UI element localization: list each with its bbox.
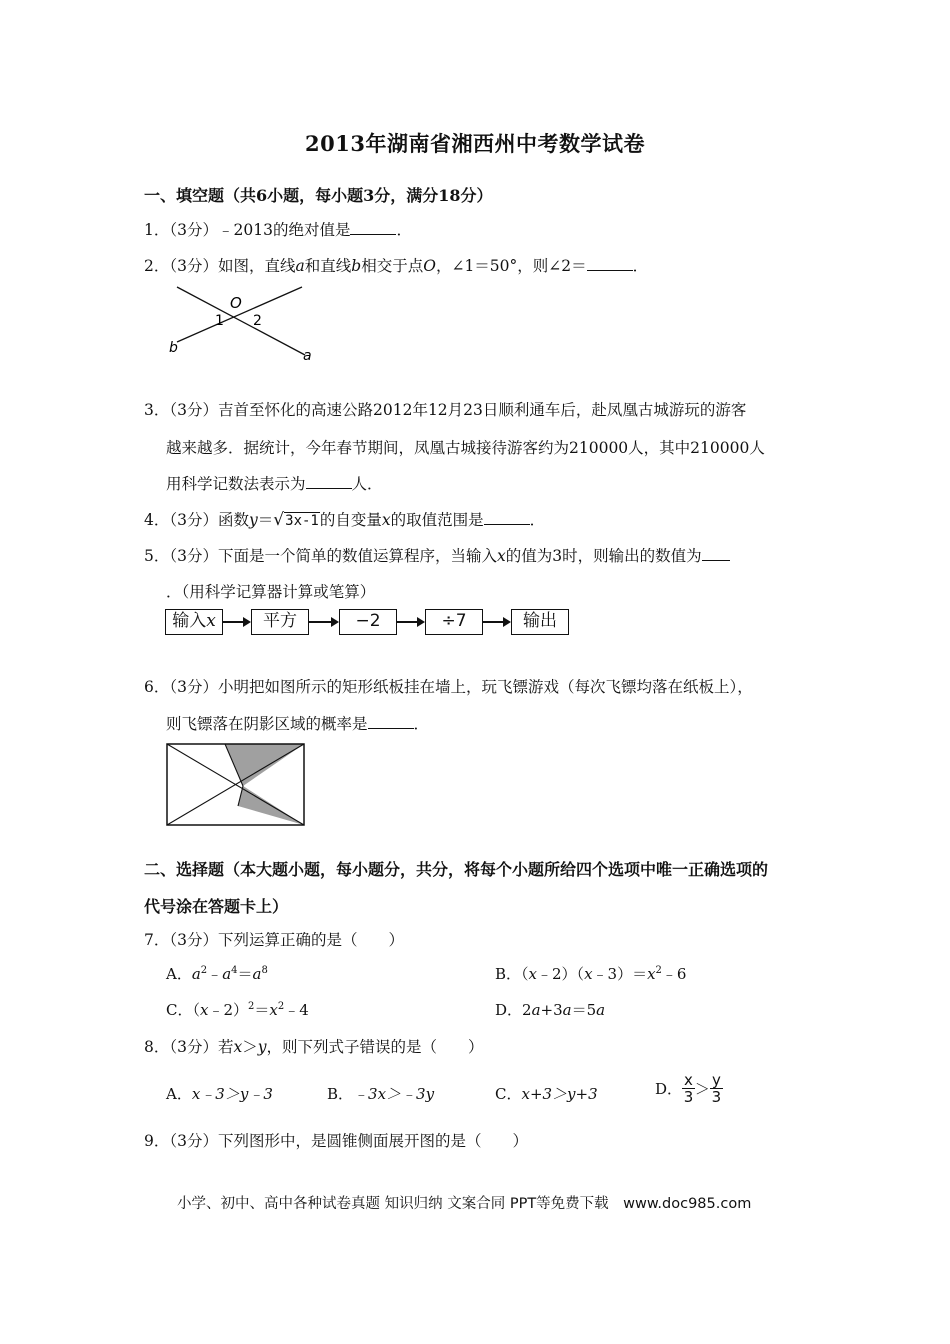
question-3-line-2: 越来越多．据统计，今年春节期间，凤凰古城接待游客约为210000人，其中210000人 [166,439,765,457]
q7-option-b: B．$(x﹣2)(x﹣3)=x^2﹣6$ [495,965,687,983]
flow-arrow [223,621,249,623]
dartboard-rectangle-figure [165,742,307,828]
question-7: 7．（3分）下列运算正确的是（ ） [144,931,405,949]
question-2: 2．（3分）如图，直线a和直线b相交于点O，∠1＝50°，则∠2＝ ． [144,257,649,275]
q8-option-a: A．x﹣3＞y﹣3 [166,1085,273,1103]
question-3-line-3: 用科学记数法表示为 人． [166,475,383,493]
answer-blank [702,546,730,561]
question-9: 9．（3分）下列图形中，是圆锥侧面展开图的是（ ） [144,1132,529,1150]
question-6-line-2: 则飞镖落在阴影区域的概率是 ． [166,715,430,733]
question-6: 6．（3分）小明把如图所示的矩形纸板挂在墙上，玩飞镖游戏（每次飞镖均落在纸板上）， [144,678,753,696]
flow-input-box: 输入x [165,609,223,635]
section-2-heading: 二、选择题（本大题小题，每小题分，共分，将每个小题所给四个选项中唯一正确选项的 [144,860,769,879]
flow-square-box: 平方 [251,609,309,635]
answer-blank [306,474,352,489]
fraction-y-over-3: $\frac{y}{3}$ [711,1071,722,1106]
page-footer: 小学、初中、高中各种试卷真题 知识归纳 文案合同 PPT等免费下载 www.doc985.com [177,1196,752,1212]
q1-score: （3分） [169,221,218,239]
flow-output-box: 输出 [511,609,569,635]
flow-arrow [309,621,337,623]
question-1: 1．（3分）﹣2013的绝对值是 ． [144,221,412,239]
q8-option-b: B．﹣3x＞﹣3y [327,1085,435,1103]
question-4: 4．（3分）函数y＝√3x-1的自变量x的取值范围是 ． [144,510,546,530]
question-3: 3．（3分）吉首至怀化的高速公路2012年12月23日顺利通车后，赴凤凰古城游玩的游客 [144,401,747,419]
label-b: b [169,340,178,356]
q7-option-c: C．$(x﹣2)^2=x^2﹣4$ [166,1001,309,1019]
calculation-flowchart [165,609,585,639]
answer-blank [368,714,414,729]
shaded-region-top [225,744,304,786]
radical-sign: √ [273,510,285,530]
label-a: a [303,348,312,364]
flow-arrow [483,621,509,623]
q8-option-d: D． $\frac{x}{3}$ ＞ $\frac{y}{3}$ [655,1071,722,1106]
flow-arrow [397,621,423,623]
radicand: 3x-1 [285,513,319,529]
fraction-x-over-3: $\frac{x}{3}$ [683,1071,694,1106]
question-5-line-2: ．（用科学记算器计算或笔算） [166,583,376,601]
q7-option-d: D．2a+3a＝5a [495,1001,606,1019]
answer-blank [484,510,530,525]
answer-blank [587,256,633,271]
answer-blank [350,220,396,235]
q1-text: ﹣2013的绝对值是 [218,221,351,239]
flow-minus-box: −2 [339,609,397,635]
section-2-heading-line-2: 代号涂在答题卡上） [144,897,289,916]
page-title: 2013年湖南省湘西州中考数学试卷 [305,131,645,156]
label-angle-2: 2 [253,313,262,329]
q1-number: 1． [144,221,170,239]
q7-option-a: A．$a^2﹣a^4=a^8$ [166,965,268,983]
intersecting-lines-figure [165,280,315,365]
question-5: 5．（3分）下面是一个简单的数值运算程序，当输入x的值为3时，则输出的数值为 [144,544,730,566]
question-8: 8．（3分）若x＞y，则下列式子错误的是（ ） [144,1038,484,1056]
flow-divide-box: ÷7 [425,609,483,635]
section-1-heading: 一、填空题（共6小题，每小题3分，满分18分） [144,186,493,205]
label-angle-1: 1 [215,313,224,329]
label-o: O [230,294,242,312]
q8-option-c: C．x+3＞y+3 [495,1085,598,1103]
